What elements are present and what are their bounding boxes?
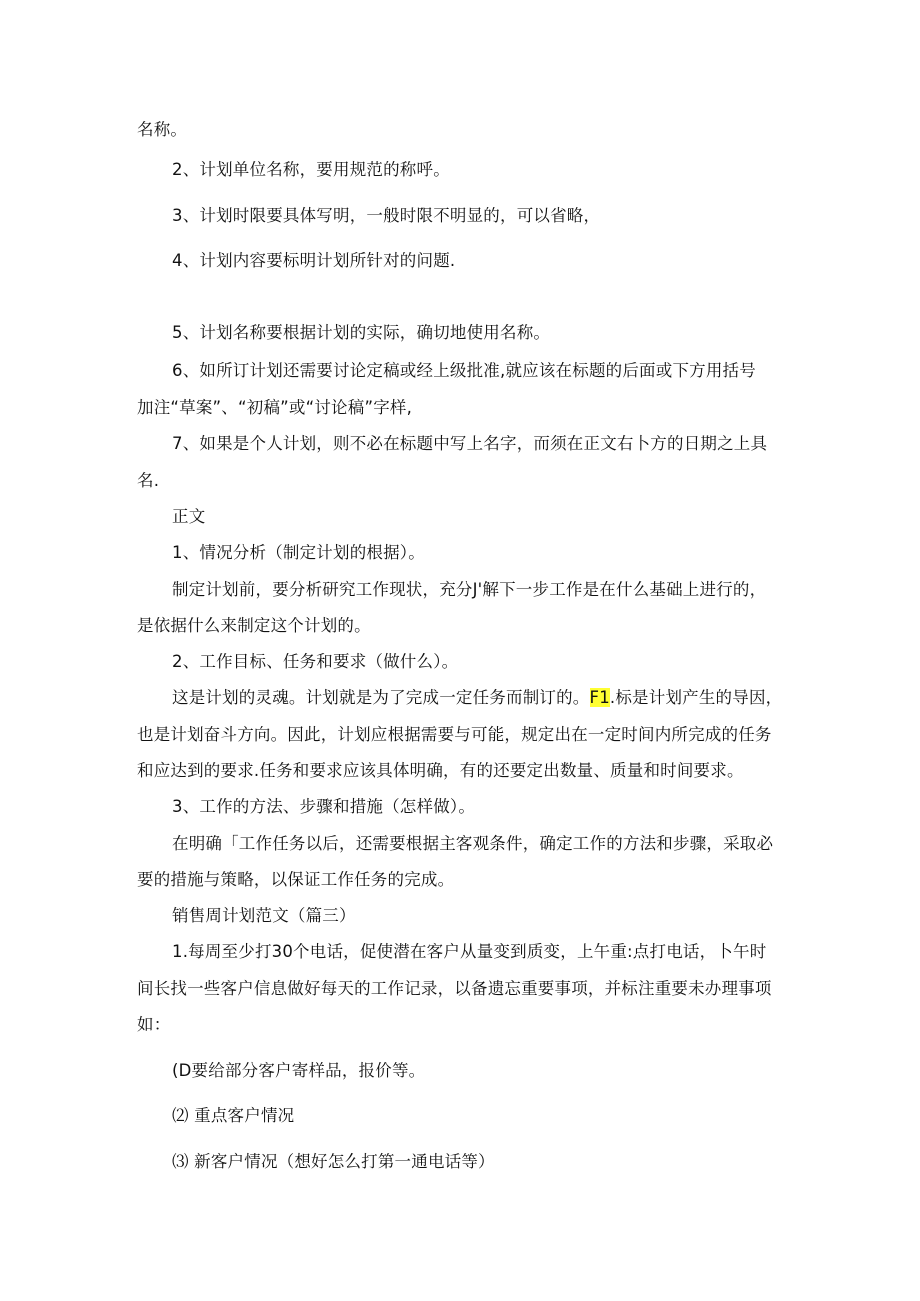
text-line: 也是计划奋斗方向。因此，计划应根据需要与可能，规定出在一定时间内所完成的任务 xyxy=(137,725,772,744)
text-line: 间长找一些客户信息做好每天的工作记录，以备遗忘重要事项，并标注重要未办理事项 xyxy=(137,979,772,998)
text-segment: 标是计划产生的导因， xyxy=(615,688,783,707)
text-line xyxy=(172,686,920,710)
text-line: 2、计划单位名称，要用规范的称呼。 xyxy=(172,160,450,179)
text-line: 如： xyxy=(137,1015,171,1034)
text-line: 制定计划前，要分析研究工作现状，充分J'解下一步工作是在什么基础上进行的， xyxy=(172,580,767,599)
text-line: 5、计划名称要根据计划的实际，确切地使用名称。 xyxy=(172,323,551,342)
text-line: 1.每周至少打30个电话，促使潜在客户从量变到质变，上午重:点打电话，卜午时 xyxy=(172,942,767,961)
highlighted-text: F1 xyxy=(589,688,610,707)
section-heading: 正文 xyxy=(172,507,206,526)
text-line: 3、工作的方法、步骤和措施（怎样做）。 xyxy=(172,797,476,816)
text-line: 在明确「工作任务以后，还需要根据主客观条件，确定工作的方法和步骤，采取必 xyxy=(172,834,774,853)
text-line: 要的措施与策略，以保证工作任务的完成。 xyxy=(137,870,455,889)
text-segment: 这是计划的灵魂。计划就是为了完成一定任务而制订的。 xyxy=(172,688,590,707)
list-item: ⑶ 新客户情况（想好怎么打第一通电话等） xyxy=(172,1152,495,1171)
text-line: 名. xyxy=(137,471,160,490)
text-line: 是依据什么来制定这个计划的。 xyxy=(137,616,371,635)
text-segment: . xyxy=(609,688,616,707)
text-line: 4、计划内容要标明计划所针对的问题. xyxy=(172,251,456,270)
text-line: 加注“草案”、“初稿”或“讨论稿”字样, xyxy=(137,398,413,417)
text-line: 2、工作目标、任务和要求（做什么）。 xyxy=(172,652,459,671)
section-heading: 销售周计划范文（篇三） xyxy=(172,906,356,925)
text-line: 名称。 xyxy=(137,120,188,139)
text-line: 6、如所订计划还需要讨论定稿或经上级批准,就应该在标题的后面或下方用括号 xyxy=(172,361,756,380)
text-line: 1、情况分析（制定计划的根据）。 xyxy=(172,543,425,562)
text-line: 7、如果是个人计划，则不必在标题中写上名字，而须在正文右卜方的日期之上具 xyxy=(172,434,768,453)
text-line: 和应达到的要求.任务和要求应该具体明确，有的还要定出数量、质量和时间要求。 xyxy=(137,761,744,780)
list-item: ⑵ 重点客户情况 xyxy=(172,1106,295,1125)
text-line: 3、计划时限要具体写明，一般时限不明显的，可以省略， xyxy=(172,206,601,225)
list-item: (D要给部分客户寄样品，报价等。 xyxy=(172,1061,426,1080)
